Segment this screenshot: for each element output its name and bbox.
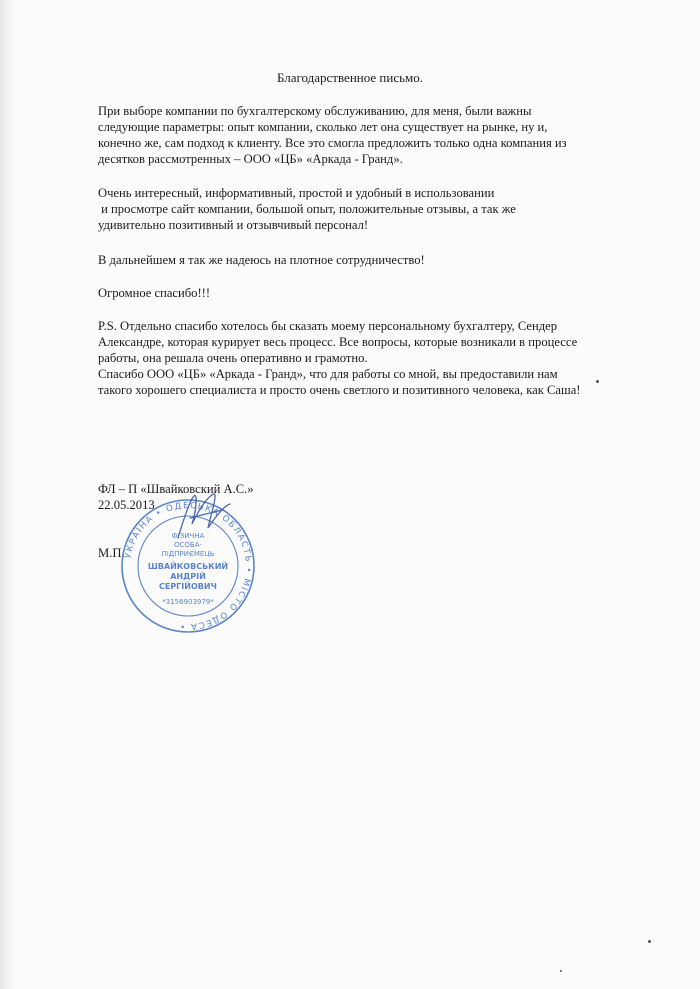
scan-speck [560,970,562,972]
stamp-inner-line: ШВАЙКОВСЬКИЙ [147,562,229,571]
text-line: следующие параметры: опыт компании, сколько лет она существует на рынке, ну и, [98,120,548,134]
text-line: такого хорошего специалиста и просто очень светлого и позитивного человека, как Саша! [98,383,581,397]
scan-edge [0,0,14,989]
handwritten-signature [170,488,240,548]
letter-title: Благодарственное письмо. [276,70,424,85]
paragraph-postscript [98,318,658,398]
scan-speck [648,940,651,943]
text-line: конечно же, сам подход к клиенту. Все это смогла предложить только одна компания из [98,136,567,150]
stamp-inner-line: ПІДПРИЄМЕЦЬ [161,550,215,558]
stamp-outer-text: УКРАЇНА • ОДЕСЬКА ОБЛАСТЬ • МІСТО ОДЕСА • [123,500,254,632]
text-line: Спасибо ООО «ЦБ» «Аркада - Гранд», что для работы со мной, вы предоставили нам [98,367,558,381]
letter-date: 22.05.2013 [98,498,155,512]
paragraph-company-choice [98,103,658,167]
text-line: удивительно позитивный и отзывчивый персонал! [98,218,369,232]
stamp-inner-line: ОСОБА- [173,541,203,549]
text-line: P.S. Отдельно спасибо хотелось бы сказать моему персональному бухгалтеру, Сендер [98,319,557,333]
text-line: работы, она решала очень оперативно и грамотно. [98,351,368,365]
scan-speck [596,380,599,383]
stamp-inner-line: ФІЗИЧНА [171,532,205,540]
signatory-name: ФЛ – П «Швайковский А.С.» [98,482,254,496]
text-line: Александре, которая курирует весь процесс. Все вопросы, которые возникали в процессе [98,335,578,349]
text-line: При выборе компании по бухгалтерскому обслуживанию, для меня, были важны [98,104,532,118]
paragraph-website [98,185,658,233]
text-line: десятков рассмотренных – ООО «ЦБ» «Аркада - Гранд». [98,152,403,166]
text-line: Очень интересный, информативный, простой и удобный в использовании [98,186,495,200]
text-line: и просмотре сайт компании, большой опыт, положительные отзывы, а так же [98,202,516,216]
paragraph-thanks: Огромное спасибо!!! [98,286,211,300]
stamp-inner-line: СЕРГІЙОВИЧ [158,582,218,591]
stamp-inner-line: АНДРІЙ [170,572,206,581]
paragraph-cooperation: В дальнейшем я так же надеюсь на плотное сотрудничество! [98,253,425,267]
stamp-code: *3156903979* [162,598,214,606]
seal-label: М.П. [98,546,125,560]
